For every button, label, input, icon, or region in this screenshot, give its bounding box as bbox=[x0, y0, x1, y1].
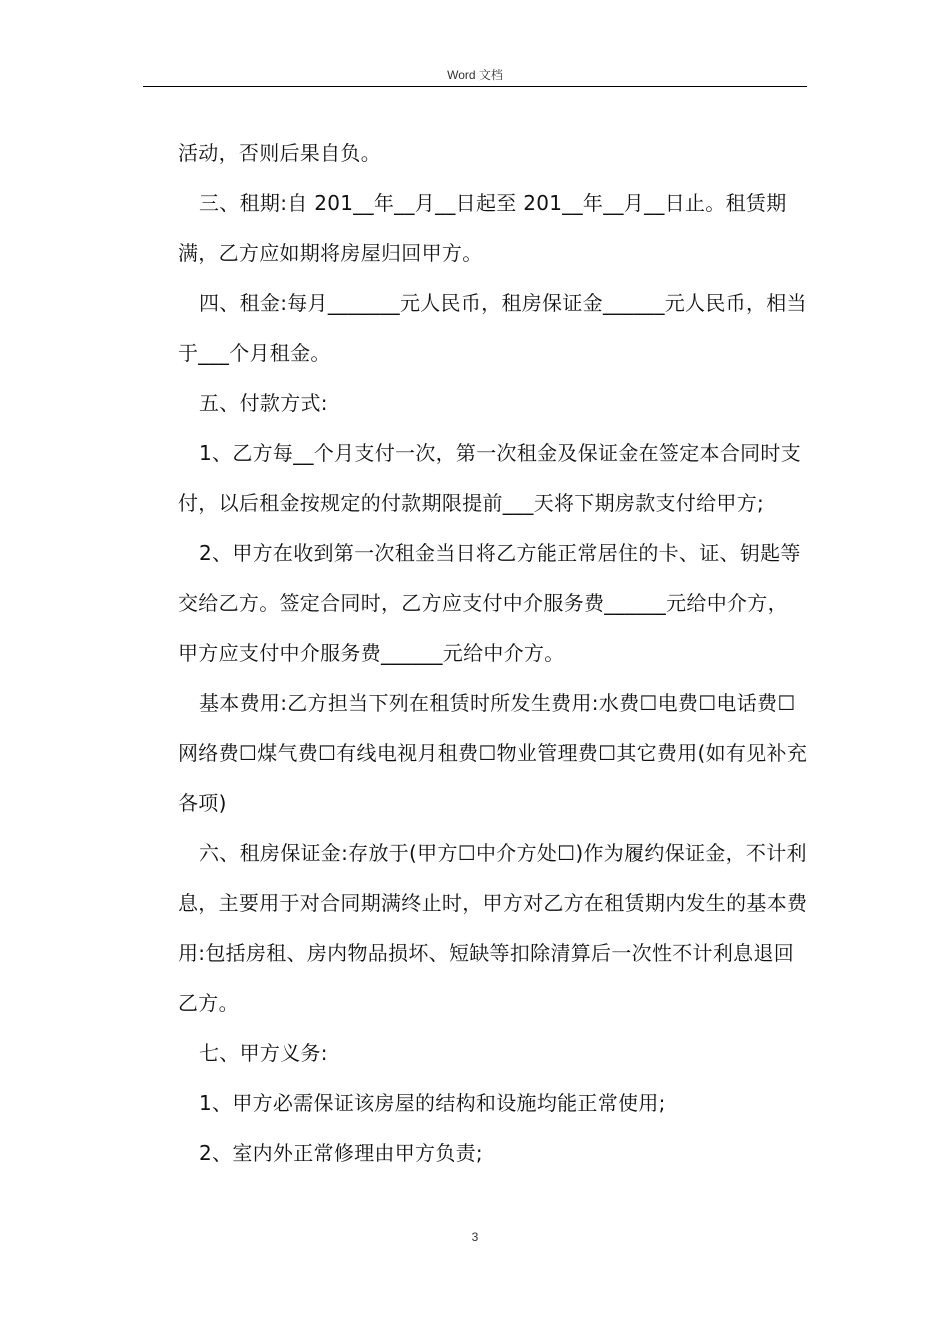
paragraph: 1、甲方必需保证该房屋的结构和设施均能正常使用; bbox=[199, 1091, 666, 1115]
document-body bbox=[178, 128, 808, 1178]
paragraph: 基本费用:乙方担当下列在租赁时所发生费用:水费☐电费☐电话费☐网络费☐煤气费☐有线电视月租费☐物业管理费☐其它费用(如有见补充各项) bbox=[178, 691, 808, 815]
paragraph: 1、乙方每__个月支付一次，第一次租金及保证金在签定本合同时支付，以后租金按规定的付款期限提前___天将下期房款支付给甲方; bbox=[178, 441, 802, 515]
paragraph: 活动，否则后果自负。 bbox=[178, 141, 381, 165]
page-number: 3 bbox=[471, 1230, 479, 1244]
document-header: Word 文档 bbox=[447, 68, 503, 82]
paragraph: 2、甲方在收到第一次租金当日将乙方能正常居住的卡、证、钥匙等交给乙方。签定合同时，乙方应支付中介服务费______元给中介方，甲方应支付中介服务费______元给中介方。 bbox=[178, 541, 801, 665]
paragraph: 五、付款方式: bbox=[199, 391, 328, 415]
paragraph: 六、租房保证金:存放于(甲方☐中介方处☐)作为履约保证金，不计利息，主要用于对合同期满终止时，甲方对乙方在租赁期内发生的基本费用:包括房租、房内物品损坏、短缺等扣除清算后一次性不计利息退回乙方。 bbox=[178, 841, 808, 1015]
header-divider bbox=[143, 86, 807, 87]
paragraph: 三、租期:自 201__年__月__日起至 201__年__月__日止。租赁期满，乙方应如期将房屋归回甲方。 bbox=[178, 191, 787, 265]
paragraph: 2、室内外正常修理由甲方负责; bbox=[199, 1141, 483, 1165]
paragraph: 七、甲方义务: bbox=[199, 1041, 328, 1065]
paragraph: 四、租金:每月_______元人民币，租房保证金______元人民币，相当于___个月租金。 bbox=[178, 291, 807, 365]
